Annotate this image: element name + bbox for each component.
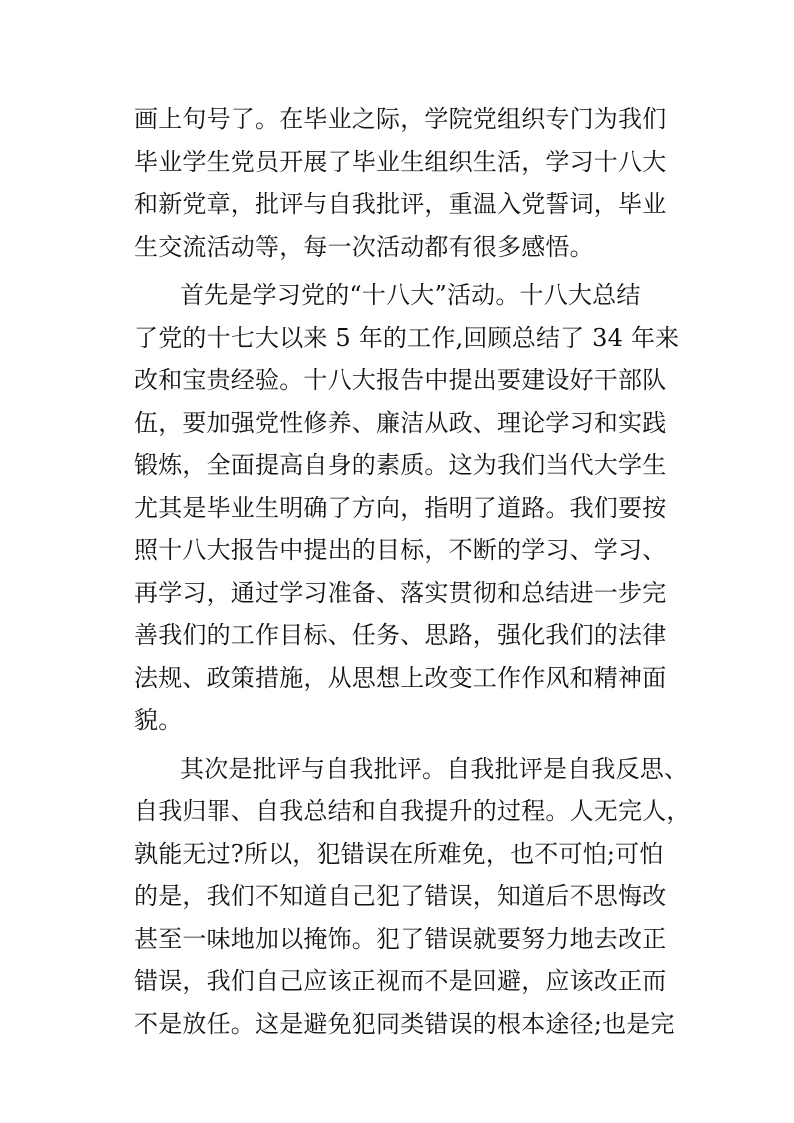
text-line: 善我们的工作目标、任务、思路，强化我们的法律 [134, 621, 667, 649]
paragraph-3 [134, 748, 691, 1046]
text-line: 孰能无过?所以，犯错误在所难免，也不可怕;可怕 [134, 839, 664, 868]
text-line: 尤其是毕业生明确了方向，指明了道路。我们要按 [134, 493, 667, 522]
text-line: 法规、政策措施，从思想上改变工作作风和精神面 [134, 663, 667, 692]
text-line: 错误，我们自己应该正视而不是回避，应该改正而 [134, 967, 667, 995]
text-line: 照十八大报告中提出的目标，不断的学习、学习、 [134, 536, 667, 564]
text-line: 了党的十七大以来 5 年的工作,回顾总结了 34 年来 [134, 323, 680, 352]
text-line: 其次是批评与自我批评。自我批评是自我反思、 [180, 754, 689, 783]
text-line: 改和宝贵经验。十八大报告中提出要建设好干部队 [134, 366, 667, 394]
text-line: 画上句号了。在毕业之际，学院党组织专门为我们 [134, 105, 667, 133]
text-line: 和新党章，批评与自我批评，重温入党誓词，毕业 [134, 190, 667, 218]
text-line: 再学习，通过学习准备、落实贯彻和总结进一步完 [134, 578, 667, 607]
text-line: 生交流活动等，每一次活动都有很多感悟。 [134, 232, 594, 261]
text-line: 伍，要加强党性修养、廉洁从政、理论学习和实践 [134, 408, 667, 437]
text-line: 毕业学生党员开展了毕业生组织生活，学习十八大 [134, 147, 667, 176]
paragraph-2 [134, 274, 680, 742]
text-line: 的是，我们不知道自己犯了错误，知道后不思悔改 [134, 882, 667, 910]
text-line: 不是放任。这是避免犯同类错误的根本途径;也是完 [134, 1009, 675, 1038]
text-line: 首先是学习党的“十八大”活动。十八大总结 [180, 281, 641, 309]
document-body [134, 98, 691, 1045]
text-line: 甚至一味地加以掩饰。犯了错误就要努力地去改正 [134, 924, 667, 953]
text-line: 貌。 [134, 706, 183, 734]
text-line: 锻炼，全面提高自身的素质。这为我们当代大学生 [134, 451, 667, 479]
text-line: 自我归罪、自我总结和自我提升的过程。人无完人， [134, 797, 691, 825]
paragraph-1 [134, 98, 667, 268]
